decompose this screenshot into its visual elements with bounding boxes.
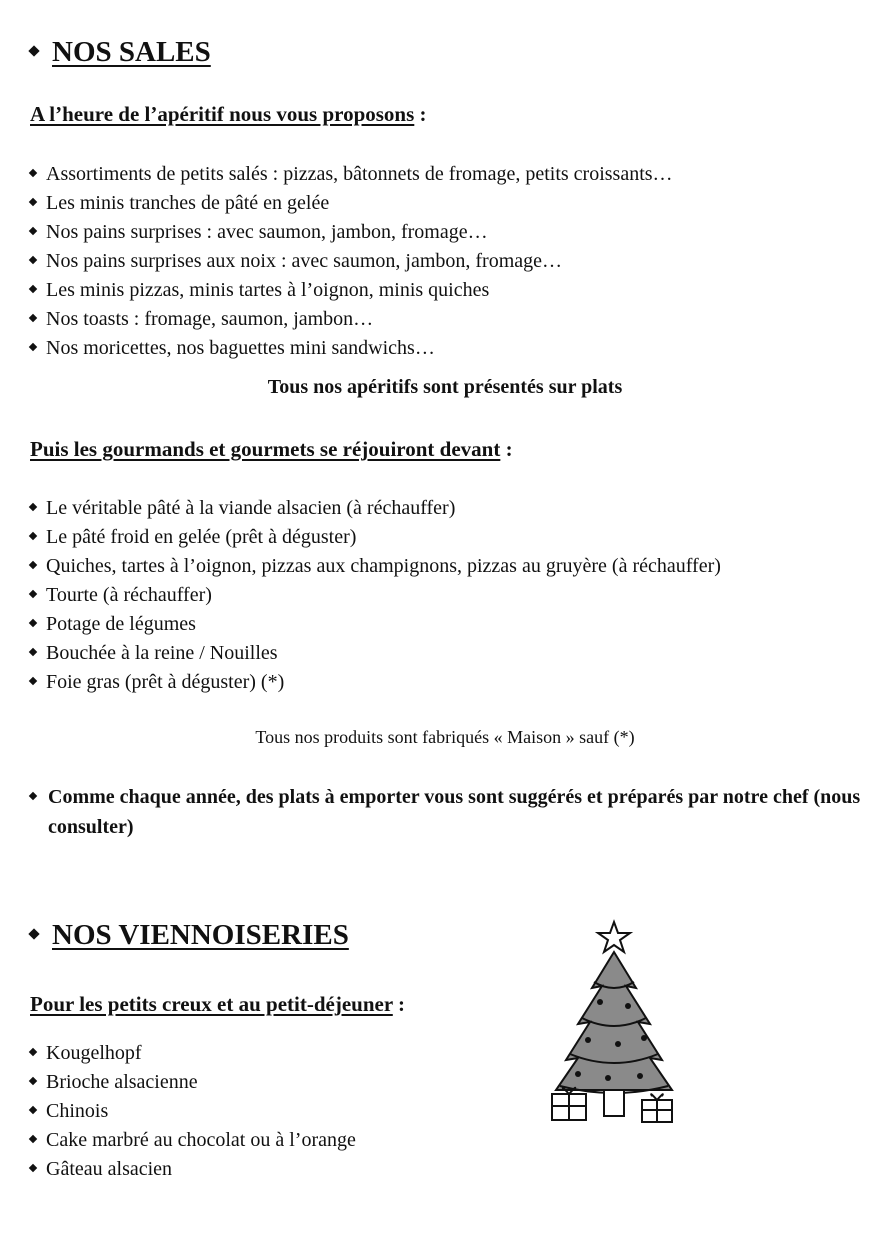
diamond-bullet-icon (29, 256, 37, 264)
viennoiseries-heading: Pour les petits creux et au petit-déjeuner : (30, 992, 406, 1016)
list-item: Potage de légumes (30, 610, 860, 639)
list-item: Quiches, tartes à l’oignon, pizzas aux champignons, pizzas au gruyère (à réchauffer) (30, 552, 860, 581)
diamond-bullet-icon (29, 227, 37, 235)
diamond-bullet-icon (29, 619, 37, 627)
list-item: Tourte (à réchauffer) (30, 581, 860, 610)
list-item: Le pâté froid en gelée (prêt à déguster) (30, 523, 860, 552)
maison-footnote: Tous nos produits sont fabriqués « Maison » sauf (*) (255, 727, 635, 747)
diamond-bullet-icon (29, 285, 37, 293)
diamond-bullet-icon (29, 1135, 37, 1143)
diamond-bullet-icon (29, 503, 37, 511)
diamond-bullet-icon (29, 1164, 37, 1172)
list-item: Brioche alsacienne (30, 1068, 530, 1097)
section-title-sales: NOS SALES (30, 36, 211, 69)
diamond-bullet-icon (29, 1106, 37, 1114)
list-item: Le véritable pâté à la viande alsacien (à réchauffer) (30, 494, 860, 523)
list-item: Nos pains surprises : avec saumon, jambon, fromage… (30, 218, 860, 247)
diamond-bullet-icon (29, 169, 37, 177)
section-title-viennoiseries: NOS VIENNOISERIES (30, 919, 349, 952)
aperitif-heading: A l’heure de l’apéritif nous vous proposons : (30, 102, 427, 126)
diamond-bullet-icon (29, 314, 37, 322)
diamond-bullet-icon (29, 343, 37, 351)
list-item: Kougelhopf (30, 1039, 530, 1068)
diamond-bullet-icon (29, 532, 37, 540)
list-item: Les minis pizzas, minis tartes à l’oignon, minis quiches (30, 276, 860, 305)
list-item: Nos pains surprises aux noix : avec saumon, jambon, fromage… (30, 247, 860, 276)
diamond-bullet-icon (29, 198, 37, 206)
chef-note: Comme chaque année, des plats à emporter vous sont suggérés et préparés par notre chef (nous consulter) (30, 782, 865, 842)
diamond-bullet-icon (28, 929, 39, 940)
diamond-bullet-icon (28, 46, 39, 57)
diamond-bullet-icon (29, 648, 37, 656)
aperitif-list (30, 160, 860, 363)
gourmands-heading: Puis les gourmands et gourmets se réjouiront devant : (30, 437, 513, 461)
list-item: Foie gras (prêt à déguster) (*) (30, 668, 860, 697)
aperitif-footer: Tous nos apéritifs sont présentés sur plats (267, 376, 623, 398)
diamond-bullet-icon (29, 590, 37, 598)
diamond-bullet-icon (29, 1048, 37, 1056)
list-item: Nos toasts : fromage, saumon, jambon… (30, 305, 860, 334)
christmas-tree-icon (548, 918, 680, 1128)
viennoiseries-list (30, 1039, 530, 1184)
diamond-bullet-icon (29, 792, 37, 800)
list-item: Gâteau alsacien (30, 1155, 530, 1184)
diamond-bullet-icon (29, 561, 37, 569)
list-item: Chinois (30, 1097, 530, 1126)
diamond-bullet-icon (29, 677, 37, 685)
list-item: Cake marbré au chocolat ou à l’orange (30, 1126, 530, 1155)
list-item: Bouchée à la reine / Nouilles (30, 639, 860, 668)
list-item: Assortiments de petits salés : pizzas, bâtonnets de fromage, petits croissants… (30, 160, 860, 189)
gourmands-list (30, 494, 860, 697)
list-item: Les minis tranches de pâté en gelée (30, 189, 860, 218)
diamond-bullet-icon (29, 1077, 37, 1085)
list-item: Nos moricettes, nos baguettes mini sandwichs… (30, 334, 860, 363)
